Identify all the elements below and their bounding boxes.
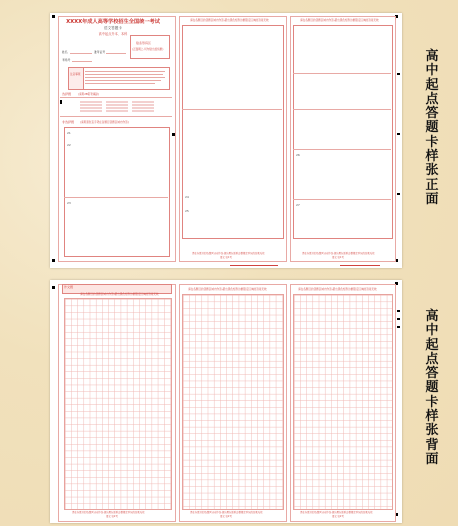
composition-grid-2[interactable] — [182, 294, 284, 510]
essay-hint: (请用黑色签字笔在各题目答题区域内作答) — [80, 121, 129, 124]
answer-area-2 — [182, 25, 284, 239]
column-footer: 请在各题目的答题区域内作答,超出黑色矩形边框限定区域的答案无效 — [192, 252, 265, 255]
page-mark: 语文 第2页 — [332, 515, 344, 518]
barcode-sticker-area — [130, 35, 170, 59]
question-label: 26 — [296, 153, 300, 157]
card-level: 高中起点升本、本科 — [98, 32, 128, 36]
answer-sheet-back — [50, 280, 402, 523]
sticker-label: 贴条形码区 — [136, 41, 152, 45]
essay-label: 作文题 — [64, 285, 74, 289]
column-footer: 请在各题目的答题区域内作答,超出黑色矩形边框限定区域的答案无效 — [188, 288, 267, 291]
sticker-hint: (正面朝上,切勿贴出虚线框) — [132, 48, 164, 51]
page-mark: 语文 第2页 — [220, 515, 232, 518]
question-label: 23 — [67, 201, 71, 205]
name-label: 姓名 — [62, 50, 68, 54]
column-footer: 请在各题目的答题区域内作答,超出黑色矩形边框限定区域的答案无效 — [300, 511, 373, 514]
ticket-label: 准考证号 — [94, 50, 106, 54]
column-footer: 请在各题目的答题区域内作答,超出黑色矩形边框限定区域的答案无效 — [72, 511, 145, 514]
page-mark: 语文 第1页 — [220, 256, 232, 259]
essay-header: 非选择题 — [62, 120, 75, 124]
column-footer: 请在各题目的答题区域内作答,超出黑色矩形边框限定区域的答案无效 — [300, 19, 379, 22]
separator-bar — [340, 265, 380, 266]
composition-grid-1[interactable] — [64, 298, 172, 510]
choice-header: 选择题 — [62, 92, 72, 96]
notice-title: 注意事项 — [70, 73, 81, 76]
question-label: 22 — [67, 143, 71, 147]
exam-title: XXXX年成人高等学校招生全国统一考试 — [66, 19, 160, 25]
exam-room-label: 考场号 — [62, 58, 71, 62]
answer-area-1 — [64, 127, 170, 257]
caption-back: 高中起点答题卡样张背面 — [425, 309, 439, 467]
composition-grid-3[interactable] — [293, 294, 393, 510]
column-footer: 请在各题目的答题区域内作答,超出黑色矩形边框限定区域的答案无效 — [190, 511, 263, 514]
separator-bar — [230, 265, 278, 266]
choice-hint: (请用2B铅笔填涂) — [78, 93, 100, 96]
timing-track — [72, 271, 174, 276]
essay-hint: 请在各题目的答题区域内作答,超出黑色矩形边框限定区域的答案无效 — [80, 293, 159, 296]
page-mark: 语文 第2页 — [106, 515, 118, 518]
page-mark: 语文 第1页 — [332, 256, 344, 259]
caption-front: 高中起点答题卡样张正面 — [425, 49, 439, 207]
corner-mark — [52, 259, 55, 262]
column-footer: 请在各题目的答题区域内作答,超出黑色矩形边框限定区域的答案无效 — [302, 252, 375, 255]
corner-mark — [52, 15, 55, 18]
question-label: 27 — [296, 203, 300, 207]
answer-sheet-front — [50, 13, 402, 268]
card-subtitle: 语文答题卡 — [104, 26, 122, 30]
notice-title-cell — [68, 67, 84, 90]
question-label: 25 — [185, 209, 189, 213]
column-footer: 请在各题目的答题区域内作答,超出黑色矩形边框限定区域的答案无效 — [190, 19, 269, 22]
question-label: 24 — [185, 195, 189, 199]
column-footer: 请在各题目的答题区域内作答,超出黑色矩形边框限定区域的答案无效 — [298, 288, 377, 291]
question-label: 21 — [67, 131, 71, 135]
answer-area-3 — [293, 25, 393, 239]
